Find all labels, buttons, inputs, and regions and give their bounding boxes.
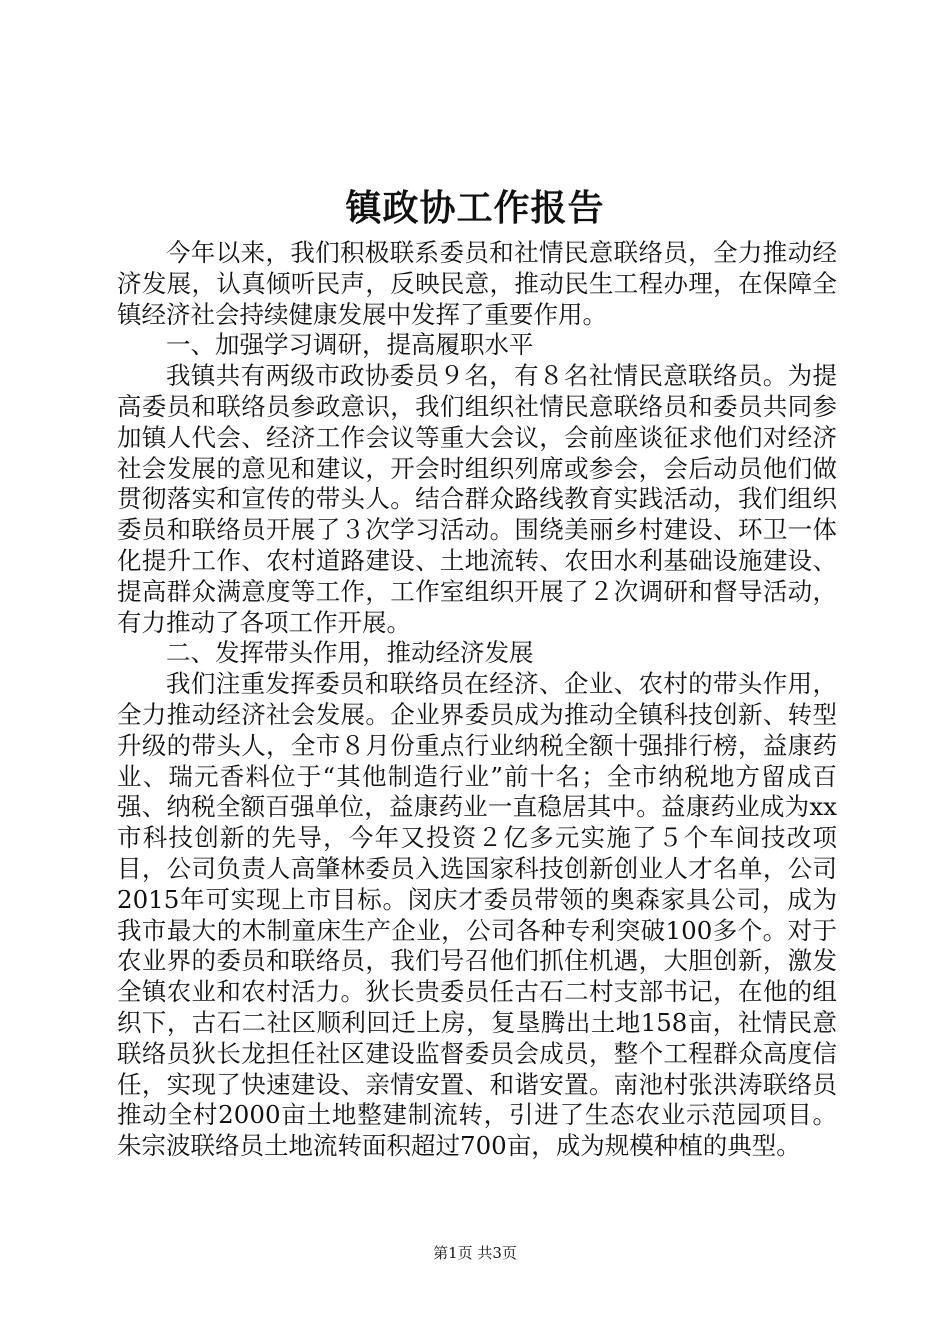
document-title: 镇政协工作报告 [345,187,605,229]
section-heading-2: 二、发挥带头作用，推动经济发展 [166,638,534,668]
section-heading-1: 一、加强学习调研，提高履职水平 [166,330,534,360]
page-footer: 第1页 共3页 [433,1244,517,1262]
intro-paragraph: 今年以来，我们积极联系委员和社情民意联络员，全力推动经济发展，认真倾听民声，反映民意，推动民生工程办理，在保障全镇经济社会持续健康发展中发挥了重要作用。 [117,238,837,329]
section-1-paragraph: 我镇共有两级市政协委员９名，有８名社情民意联络员。为提高委员和联络员参政意识，我们组织社情民意联络员和委员共同参加镇人代会、经济工作会议等重大会议，会前座谈征求他们对经济社会发展的意见和建议，开会时组织列席或参会，会后动员他们做贯彻落实和宣传的带头人。结合群众路线教育实践活动，我们组织委员和联络员开展了３次学习活动。围绕美丽乡村建设、环卫一体化提升工作、农村道路建设、土地流转、农田水利基础设施建设、提高群众满意度等工作，工作室组织开展了２次调研和督导活动，有力推动了各项工作开展。 [117,361,837,637]
section-2-paragraph: 我们注重发挥委员和联络员在经济、企业、农村的带头作用，全力推动经济社会发展。企业界委员成为推动全镇科技创新、转型升级的带头人，全市８月份重点行业纳税全额十强排行榜，益康药业、瑞元香料位于“其他制造行业”前十名；全市纳税地方留成百强、纳税全额百强单位，益康药业一直稳居其中。益康药业成为xx市科技创新的先导，今年又投资２亿多元实施了５个车间技改项目，公司负责人高肇林委员入选国家科技创新创业人才名单，公司2015年可实现上市目标。闵庆才委员带领的奥森家具公司，成为我市最大的木制童床生产企业，公司各种专利突破100多个。对于农业界的委员和联络员，我们号召他们抓住机遇，大胆创新，激发全镇农业和农村活力。狄长贵委员任古石二村支部书记，在他的组织下，古石二社区顺利回迁上房，复垦腾出土地158亩，社情民意联络员狄长龙担任社区建设监督委员会成员，整个工程群众高度信任，实现了快速建设、亲情安置、和谐安置。南池村张洪涛联络员推动全村2000亩土地整建制流转，引进了生态农业示范园项目。朱宗波联络员土地流转面积超过700亩，成为规模种植的典型。 [117,669,837,1161]
document-body [117,238,837,1162]
